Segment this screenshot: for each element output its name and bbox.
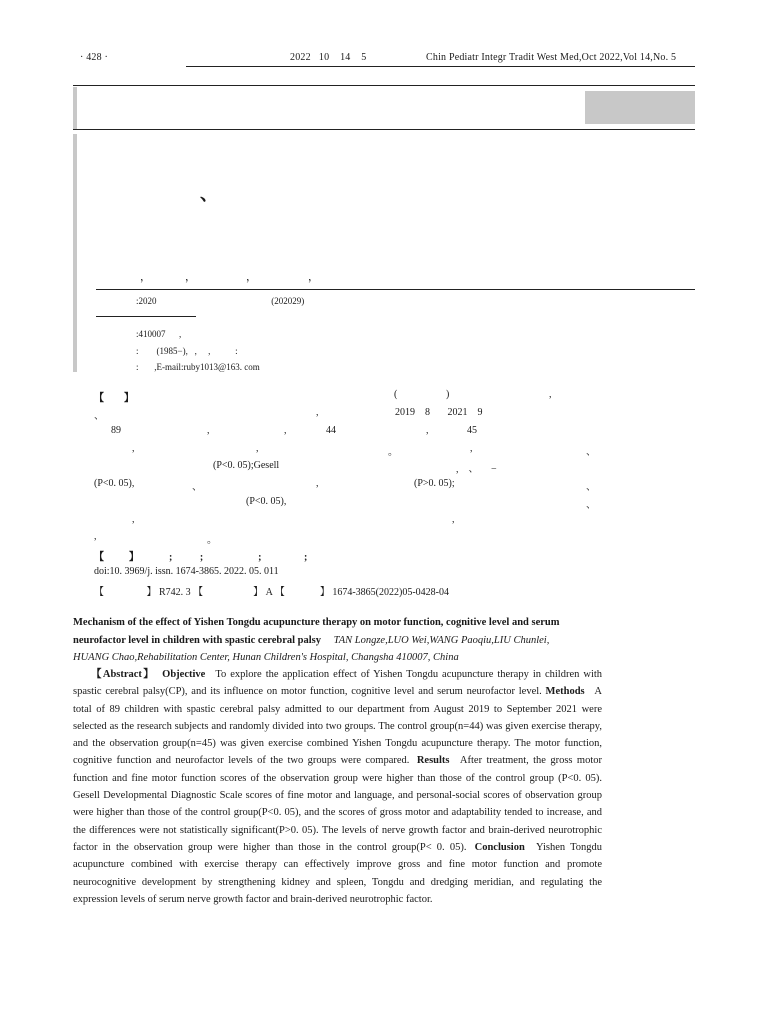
doi: doi:10. 3969/j. issn. 1674-3865. 2022. 05. 011 [94, 566, 279, 577]
abstract-mark: , [549, 389, 552, 400]
conclusion-label: Conclusion [474, 841, 525, 853]
abstract-mark: 。 [388, 447, 398, 458]
abstract-mark: , [316, 478, 319, 489]
abstract-stat: (P<0. 05), [94, 478, 135, 489]
abstract-mark: , [470, 443, 473, 454]
english-title-line: Mechanism of the effect of Yishen Tongdu acupuncture therapy on motor function, cognitive level and serum [73, 617, 560, 628]
author-separator: ， [308, 271, 319, 283]
abstract-mark: 、 [94, 411, 104, 422]
results-text: After treatment, the gross motor function and fine motor function scores of the observation group were higher than those of the control group (P<0. 05). Gesell Developmental Diagnostic Scale scores of fine motor and language, and personal-social scores of observation group were higher than those of the control group(P<0. 05), and the scores of gross motor and adaptability tended to increase, and the differences were not statistically significant(P>0. 05). The levels of nerve growth factor and brain-derived neurotrophic factor in the observation group were higher than those in the control group(P< 0. 05). [73, 755, 603, 853]
abstract-mark: , [94, 531, 97, 542]
abstract-stat: (P>0. 05); [414, 478, 455, 489]
abstract-mark: 、 [586, 500, 596, 511]
abstract-mark: , [132, 443, 135, 454]
abstract-mark: , [207, 425, 210, 436]
title-block-bar [73, 134, 77, 372]
abstract-count: 44 [326, 425, 336, 436]
abstract-mark: , 、 − [456, 464, 497, 475]
abstract-mark: , [316, 407, 319, 418]
journal-citation: Chin Pediatr Integr Tradit West Med,Oct 2022,Vol 14,No. 5 [426, 52, 677, 63]
abstract-mark: , [284, 425, 287, 436]
abstract-stat: (P<0. 05);Gesell [213, 460, 280, 471]
address-footnote: :410007 , [136, 329, 182, 339]
english-title-line-2 [73, 632, 603, 650]
methods-label: Methods [545, 686, 585, 698]
results-label: Results [416, 755, 450, 767]
abstract-count: 45 [467, 425, 477, 436]
keywords-line: 【 】 ; ; ; ; [94, 552, 308, 563]
abstract-mark: 、 [192, 482, 202, 493]
author-separator: ， [185, 271, 196, 283]
email-footnote: : ,E-mail:ruby1013@163. com [136, 362, 260, 372]
header-rule [186, 66, 695, 67]
footnote-rule [96, 316, 196, 317]
abstract-bracket-open: 【 [94, 393, 104, 404]
methods-text: A total of 89 children with spastic cerebral palsy admitted to our department from August 2019 to September 2021 were selected as the research subjects and randomly divided into two groups. The control group(n=44) was given exercise therapy, and the observation group(n=45) was given exercise combined Yishen Tongdu acupuncture therapy. The motor function, cognitive function and neurofactor levels of the two groups were compared. [73, 686, 602, 767]
author-bio-footnote: : (1985−), , , : [136, 346, 238, 356]
classification-line: 【 】 R742. 3 【 】 A 【 】 1674-3865(2022)05-0428-04 [94, 587, 449, 598]
abstract-bracket-close: 】 [124, 393, 134, 404]
title-mark: 、 [200, 184, 218, 204]
abstract-mark: , [256, 443, 259, 454]
abstract-dates: 2019 8 2021 9 [395, 407, 483, 418]
author-rule [96, 289, 695, 290]
abstract-mark: , [426, 425, 429, 436]
conclusion-text: Yishen Tongdu acupuncture combined with exercise therapy can effectively improve gross and fine motor function and promote neurocognitive development by strengthening kidney and spleen, Tongdu and dredging meridian, and regulating the expression levels of serum nerve growth factor and brain-derived neurotrophic factor. [73, 841, 603, 905]
banner-left-bar [73, 87, 77, 129]
english-title-line: neurofactor level in children with spastic cerebral palsy [73, 634, 322, 646]
abstract-mark: ) [446, 389, 450, 400]
abstract-stat: (P<0. 05), [246, 496, 287, 507]
abstract-count: 89 [111, 425, 121, 436]
fund-footnote: :2020 (202029) [136, 296, 305, 306]
author-separator: ， [140, 271, 151, 283]
abstract-label: 【Abstract】 [91, 669, 156, 680]
english-title [73, 614, 603, 667]
abstract-mark: 。 [207, 535, 217, 546]
objective-text: To explore the application effect of Yishen Tongdu acupuncture therapy in children with spastic cerebral palsy(CP), and its influence on motor function, cognitive level and serum neurofactor level. [73, 669, 603, 698]
abstract-mark: 、 [586, 482, 596, 493]
abstract-mark: , [452, 514, 455, 525]
banner-top-rule [73, 85, 695, 86]
english-authors: TAN Longze,LUO Wei,WANG Paoqiu,LIU Chunlei, [333, 634, 550, 646]
issue-info-cn: 2022 10 14 5 [290, 52, 367, 63]
column-label-box [585, 91, 695, 124]
english-affiliation: HUANG Chao,Rehabilitation Center, Hunan Children's Hospital, Changsha 410007, China [73, 652, 459, 663]
page-number: · 428 · [80, 52, 109, 63]
abstract-mark: ( [394, 389, 398, 400]
banner-bottom-rule [73, 129, 695, 130]
author-separator: ， [246, 271, 257, 283]
abstract-mark: 、 [586, 447, 596, 458]
abstract-mark: , [132, 514, 135, 525]
objective-label: Objective [162, 669, 206, 680]
english-abstract [73, 666, 602, 908]
